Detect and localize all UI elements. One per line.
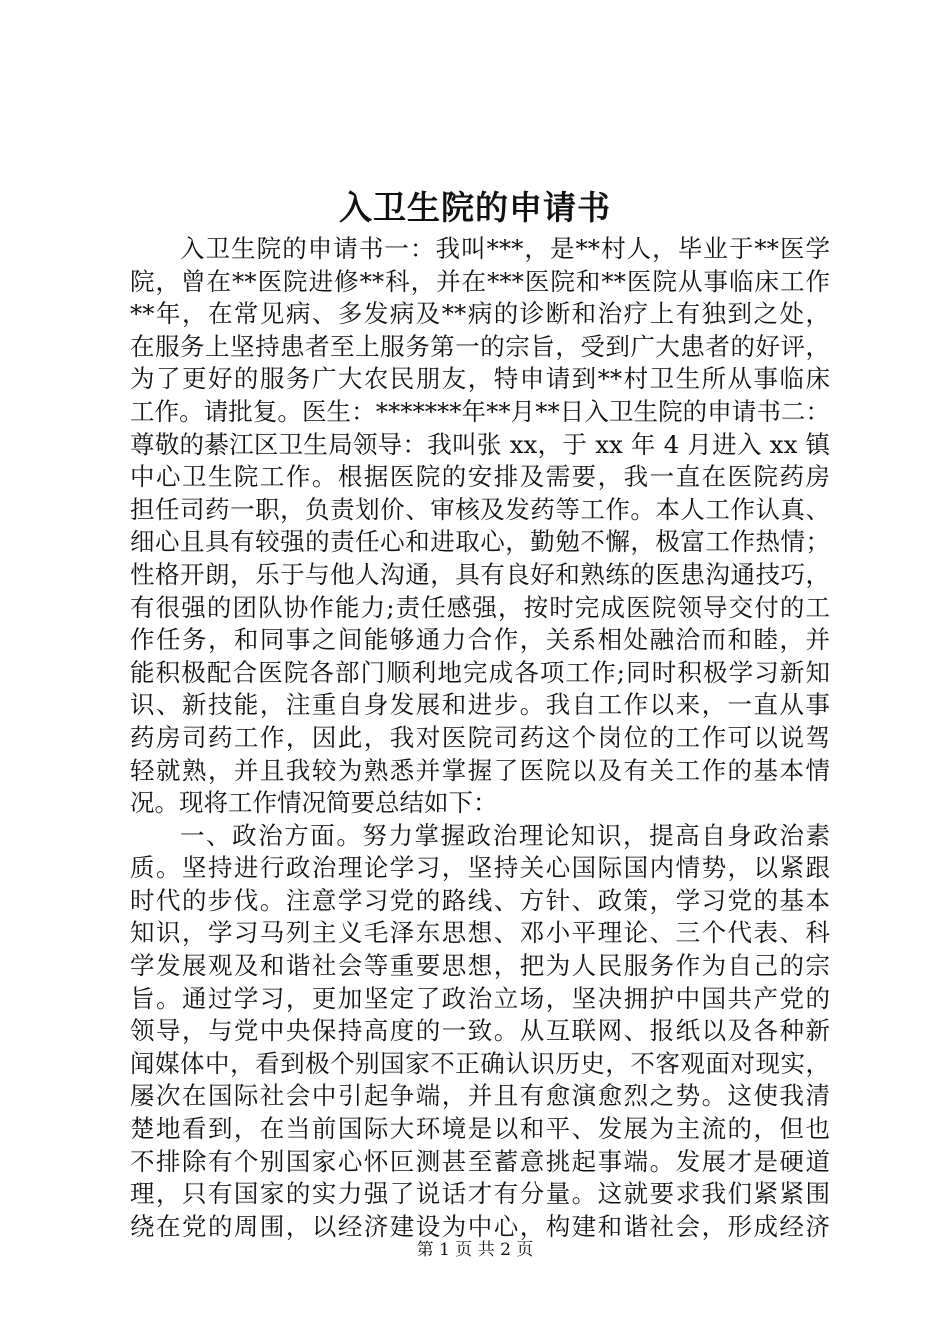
text-line: 不排除有个别国家心怀叵测甚至蓄意挑起事端。发展才是硬道 — [130, 1146, 830, 1176]
text-line: 担任司药一职，负责划价、审核及发药等工作。本人工作认真、 — [130, 494, 830, 524]
text-line: 工作。请批复。医生：*******年**月**日入卫生院的申请书二： — [130, 396, 830, 426]
text-line: 中心卫生院工作。根据医院的安排及需要，我一直在医院药房 — [130, 462, 830, 492]
page-footer: 第 1 页 共 2 页 — [416, 1240, 534, 1260]
text-line: 在服务上坚持患者至上服务第一的宗旨，受到广大患者的好评， — [130, 331, 830, 361]
text-line: 旨。通过学习，更加坚定了政治立场，坚决拥护中国共产党的 — [130, 983, 830, 1013]
text-line: 闻媒体中，看到极个别国家不正确认识历史，不客观面对现实， — [130, 1048, 830, 1078]
text-line: 入卫生院的申请书一：我叫***，是**村人，毕业于**医学 — [180, 234, 830, 263]
text-line: 绕在党的周围，以经济建设为中心，构建和谐社会，形成经济 — [130, 1211, 830, 1241]
text-line: 院，曾在**医院进修**科，并在***医院和**医院从事临床工作 — [130, 266, 830, 296]
text-line: 细心且具有较强的责任心和进取心，勤勉不懈，极富工作热情； — [130, 527, 830, 557]
text-line: 有很强的团队协作能力;责任感强，按时完成医院领导交付的工 — [130, 592, 830, 622]
text-line: 为了更好的服务广大农民朋友，特申请到**村卫生所从事临床 — [130, 364, 830, 394]
document-body — [130, 233, 830, 1243]
text-line: 识、新技能，注重自身发展和进步。我自工作以来，一直从事 — [130, 690, 830, 720]
text-line: 质。坚持进行政治理论学习，坚持关心国际国内情势，以紧跟 — [130, 853, 830, 883]
text-line: 作任务，和同事之间能够通力合作，关系相处融洽而和睦，并 — [130, 625, 830, 655]
text-line: 理，只有国家的实力强了说话才有分量。这就要求我们紧紧围 — [130, 1179, 830, 1209]
text-line: 知识，学习马列主义毛泽东思想、邓小平理论、三个代表、科 — [130, 918, 830, 948]
text-line: 能积极配合医院各部门顺利地完成各项工作;同时积极学习新知 — [130, 657, 830, 687]
text-line: 学发展观及和谐社会等重要思想，把为人民服务作为自己的宗 — [130, 951, 830, 981]
text-line: 况。现将工作情况简要总结如下： — [130, 788, 498, 818]
text-line: 尊敬的綦江区卫生局领导：我叫张 xx，于 xx 年 4 月进入 xx 镇 — [130, 429, 830, 459]
text-line: **年，在常见病、多发病及**病的诊断和治疗上有独到之处， — [130, 299, 830, 329]
text-line: 药房司药工作，因此，我对医院司药这个岗位的工作可以说驾 — [130, 722, 830, 752]
text-line: 轻就熟，并且我较为熟悉并掌握了医院以及有关工作的基本情 — [130, 755, 830, 785]
text-line: 时代的步伐。注意学习党的路线、方针、政策，学习党的基本 — [130, 885, 830, 915]
text-line: 性格开朗，乐于与他人沟通，具有良好和熟练的医患沟通技巧， — [130, 559, 830, 589]
text-line: 楚地看到，在当前国际大环境是以和平、发展为主流的，但也 — [130, 1114, 830, 1144]
text-line: 屡次在国际社会中引起争端，并且有愈演愈烈之势。这使我清 — [130, 1081, 830, 1111]
text-line: 领导，与党中央保持高度的一致。从互联网、报纸以及各种新 — [130, 1016, 830, 1046]
text-line: 一、政治方面。努力掌握政治理论知识，提高自身政治素 — [180, 820, 830, 850]
document-title: 入卫生院的申请书 — [339, 188, 611, 227]
